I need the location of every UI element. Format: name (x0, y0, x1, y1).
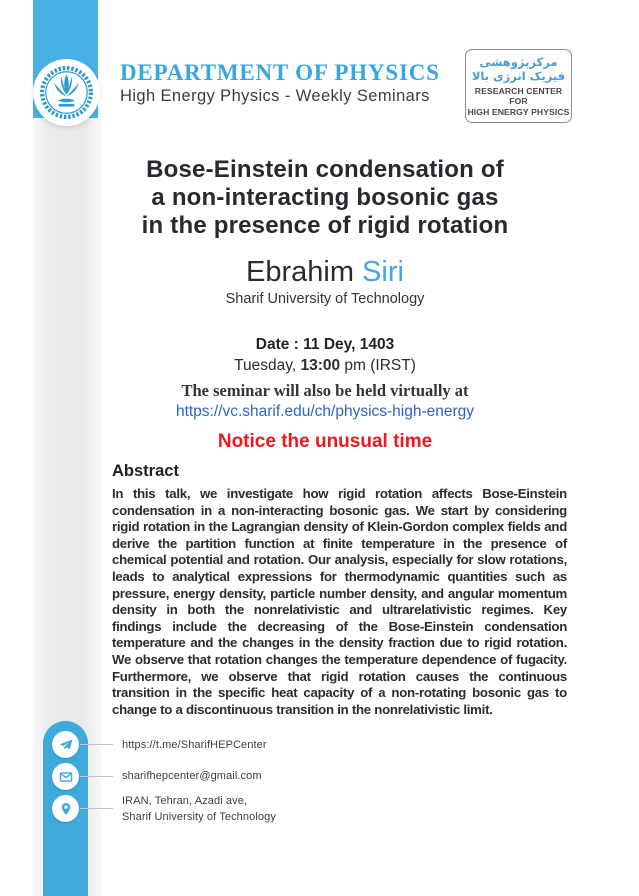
research-center-badge (465, 49, 572, 123)
email-address[interactable]: sharifhepcenter@gmail.com (122, 770, 262, 782)
seminar-title-line-2: a non-interacting bosonic gas (151, 184, 499, 211)
location-leader-line (80, 808, 113, 809)
speaker-affiliation: Sharif University of Technology (225, 291, 425, 307)
sharif-university-logo (33, 59, 100, 126)
abstract-section (112, 462, 567, 718)
unusual-time-notice: Notice the unusual time (217, 431, 433, 452)
department-title: DEPARTMENT OF PHYSICS (120, 60, 440, 85)
seminar-title-line-3: in the presence of rigid rotation (141, 212, 509, 239)
telegram-button[interactable] (52, 731, 79, 758)
telegram-icon (59, 738, 73, 752)
seminar-series-subtitle: High Energy Physics - Weekly Seminars (120, 87, 430, 105)
virtual-meeting-link[interactable]: https://vc.sharif.edu/ch/physics-high-energy (175, 403, 475, 420)
speaker-last-name: Siri (362, 256, 404, 288)
address-line-1: IRAN, Tehran, Azadi ave, (122, 795, 248, 807)
research-center-farsi-line1: مرکزپژوهشی (479, 54, 558, 69)
seminar-date: Date : 11 Dey, 1403 (255, 336, 395, 353)
location-button[interactable] (52, 795, 79, 822)
abstract-heading: Abstract (112, 462, 179, 480)
seminar-time (100, 357, 550, 375)
seminar-time-day: Tuesday, (234, 357, 301, 374)
map-pin-icon (59, 802, 73, 816)
telegram-link[interactable]: https://t.me/SharifHEPCenter (122, 739, 267, 751)
seminar-hero (100, 156, 550, 453)
virtual-attendance-note: The seminar will also be held virtually at (181, 381, 469, 400)
email-leader-line (80, 776, 113, 777)
research-center-farsi-line2: فیزیک انرژی بالا (471, 68, 566, 83)
speaker-name (100, 255, 550, 289)
address-line-2: Sharif University of Technology (122, 811, 276, 823)
telegram-leader-line (80, 744, 113, 745)
seminar-time-zone: pm (IRST) (340, 357, 416, 374)
seminar-title-line-1: Bose-Einstein condensation of (146, 156, 504, 183)
seminar-time-hour: 13:00 (300, 357, 341, 374)
sharif-emblem-icon (36, 62, 97, 123)
speaker-first-name: Ebrahim (246, 256, 355, 288)
email-button[interactable] (52, 763, 79, 790)
envelope-icon (59, 770, 73, 784)
research-center-english-line2: HIGH ENERGY PHYSICS (467, 106, 570, 117)
abstract-text: In this talk, we investigate how rigid rotation affects Bose-Einstein condensation in a non-interacting bosonic gas. We start by considering rigid rotation in the Lagrangian density of Klein-Gordon complex fields and derive the partition function at finite temperature in the presence of chemical potential and rotation. Our analysis, especially for slow rotations, leads to analytical expressions for thermodynamic quantities such as pressure, energy density, particle number density, and angular momentum density in both the nonrelativistic and ultrarelativistic regimes. Key findings include the decreasing of the Bose-Einstein condensation temperature and the changes in the density fraction due to rigid rotation. We observe that rotation changes the temperature dependence of fugacity. Furthermore, we observe that rigid rotation causes the continuous transition in the specific heat capacity of a non-rotating bosonic gas to change to a discontinuous transition in the nonrelativistic limit. (112, 486, 567, 717)
research-center-english-line1: RESEARCH CENTER FOR (474, 85, 563, 107)
